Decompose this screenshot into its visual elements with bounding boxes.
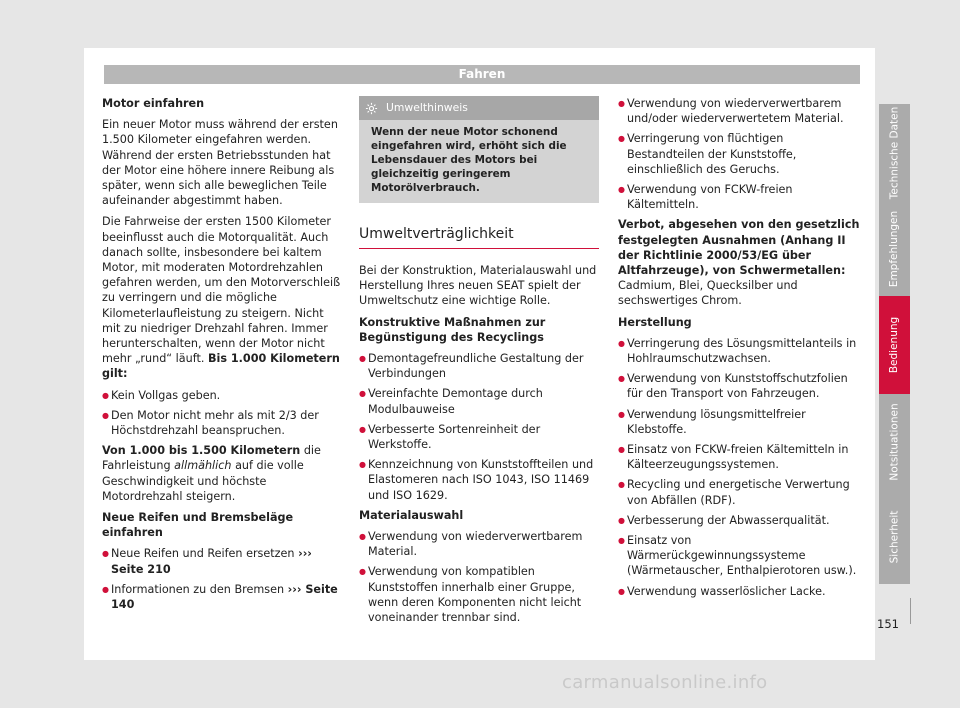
tab-bedienung[interactable]: Bedienung (879, 296, 910, 394)
tab-empfehlungen[interactable]: Empfehlungen (879, 202, 910, 296)
motor-title: Motor einfahren (102, 97, 205, 110)
page-header: Fahren (104, 65, 860, 84)
environment-note (359, 96, 599, 203)
tab-sicherheit[interactable]: Sicherheit (879, 489, 910, 584)
list-item: ● Verringerung von flüchtigen Bestandteilen der Kunststoffe, einschließlich des Geruchs. (618, 131, 860, 177)
reifen-title: Neue Reifen und Bremsbeläge einfahren (102, 511, 294, 540)
list-item: ● Verbesserte Sortenreinheit der Werkstoffe. (359, 422, 599, 452)
speed-paragraph: Von 1.000 bis 1.500 Kilometern die Fahrleistung allmählich auf die volle Geschwindigkeit und höchste Motordrehzahl steigern. (102, 444, 321, 503)
note-title: Umwelthinweis (386, 101, 468, 114)
list-item: ● Informationen zu den Bremsen ››› Seite 140 (102, 582, 342, 612)
list-item: ● Kennzeichnung von Kunststoffteilen und Elastomeren nach ISO 1043, ISO 11469 und ISO 1629. (359, 457, 599, 503)
motor-paragraph-2: Die Fahrweise der ersten 1500 Kilometer beeinflusst auch die Motorqualität. Auch danach sollte, insbesondere bei kaltem Motor, mit moderaten Motordrehzahlen gefahren werden, um den Motorverschleiß zu verringern und die mögliche Kilometerlaufleistung zu steigern. Nicht mit zu niedriger Drehzahl fahren. Immer herunterschalten, wenn der Motor nicht mehr „rund“ läuft. Bis 1.000 Kilometern gilt: (102, 215, 341, 381)
material-title: Materialauswahl (359, 508, 464, 522)
tab-notsituationen[interactable]: Notsituationen (879, 394, 910, 489)
tab-technische-daten[interactable]: Technische Daten (879, 104, 910, 202)
note-body: Wenn der neue Motor schonend eingefahren wird, erhöht sich die Lebensdauer des Motors bei gleichzeitig geringerem Motorölverbrauch. (371, 126, 567, 194)
list-item: ● Verringerung des Lösungsmittelanteils in Hohlraumschutzwachsen. (618, 336, 860, 366)
page-reference-link[interactable]: ››› Seite 140 (111, 582, 338, 612)
list-item: ● Neue Reifen und Reifen ersetzen ››› Seite 210 (102, 546, 342, 576)
list-item: ● Verwendung von wiederverwertbarem und/oder wiederverwertetem Material. (618, 96, 860, 126)
intro-paragraph: Bei der Konstruktion, Materialauswahl und Herstellung Ihres neuen SEAT spielt der Umweltschutz eine wichtige Rolle. (359, 264, 597, 308)
column-2 (359, 96, 599, 630)
section-title: Umweltverträglichkeit (359, 225, 599, 249)
list-item: ● Einsatz von FCKW-freien Kältemitteln in Kälteerzeugungssystemen. (618, 442, 860, 472)
list-item: ● Verwendung lösungsmittelfreier Klebstoffe. (618, 407, 860, 437)
list-item: ● Verwendung von kompatiblen Kunststoffen innerhalb einer Gruppe, wenn deren Komponenten nicht leicht voneinander trennbar sind. (359, 564, 599, 625)
herst-title: Herstellung (618, 315, 692, 329)
page-reference-link[interactable]: ››› Seite 210 (111, 547, 312, 576)
list-item: ● Recycling und energetische Verwertung von Abfällen (RDF). (618, 477, 860, 507)
list-item: ● Verwendung wasserlöslicher Lacke. (618, 584, 860, 599)
leaf-icon (365, 102, 378, 115)
konstr-title: Konstruktive Maßnahmen zur Begünstigung des Recyclings (359, 315, 546, 344)
page-number: 151 (877, 617, 899, 631)
list-item: ● Verwendung von Kunststoffschutzfolien für den Transport von Fahrzeugen. (618, 371, 860, 401)
list-item: ● Verbesserung der Abwasserqualität. (618, 513, 860, 528)
list-item: ● Den Motor nicht mehr als mit 2/3 der Höchstdrehzahl beanspruchen. (102, 408, 342, 438)
list-item: ● Vereinfachte Demontage durch Modulbauweise (359, 386, 599, 416)
column-1 (102, 96, 342, 617)
motor-paragraph-1: Ein neuer Motor muss während der ersten 1.500 Kilometer eingefahren werden. Während der ersten Betriebsstunden hat der Motor eine höhere innere Reibung als später, wenn sich alle beweglichen Teile aufeinander abgestimmt haben. (102, 118, 338, 208)
list-item: ● Verwendung von FCKW-freien Kältemitteln. (618, 182, 860, 212)
page-number-divider (910, 598, 911, 624)
list-item: ● Kein Vollgas geben. (102, 388, 342, 403)
watermark: carmanualsonline.info (562, 672, 768, 693)
list-item: ● Demontagefreundliche Gestaltung der Verbindungen (359, 351, 599, 381)
column-3 (618, 96, 860, 604)
list-item: ● Verwendung von wiederverwertbarem Material. (359, 529, 599, 559)
note-header (359, 96, 599, 120)
verbot-paragraph: Verbot, abgesehen von den gesetzlich festgelegten Ausnahmen (Anhang II der Richtlinie 2000/53/EG über Altfahrzeuge), von Schwermetallen: Cadmium, Blei, Quecksilber und sechswertiges Chrom. (618, 218, 860, 308)
list-item: ● Einsatz von Wärmerückgewinnungssysteme (Wärmetauscher, Enthalpierotoren usw.). (618, 533, 860, 579)
